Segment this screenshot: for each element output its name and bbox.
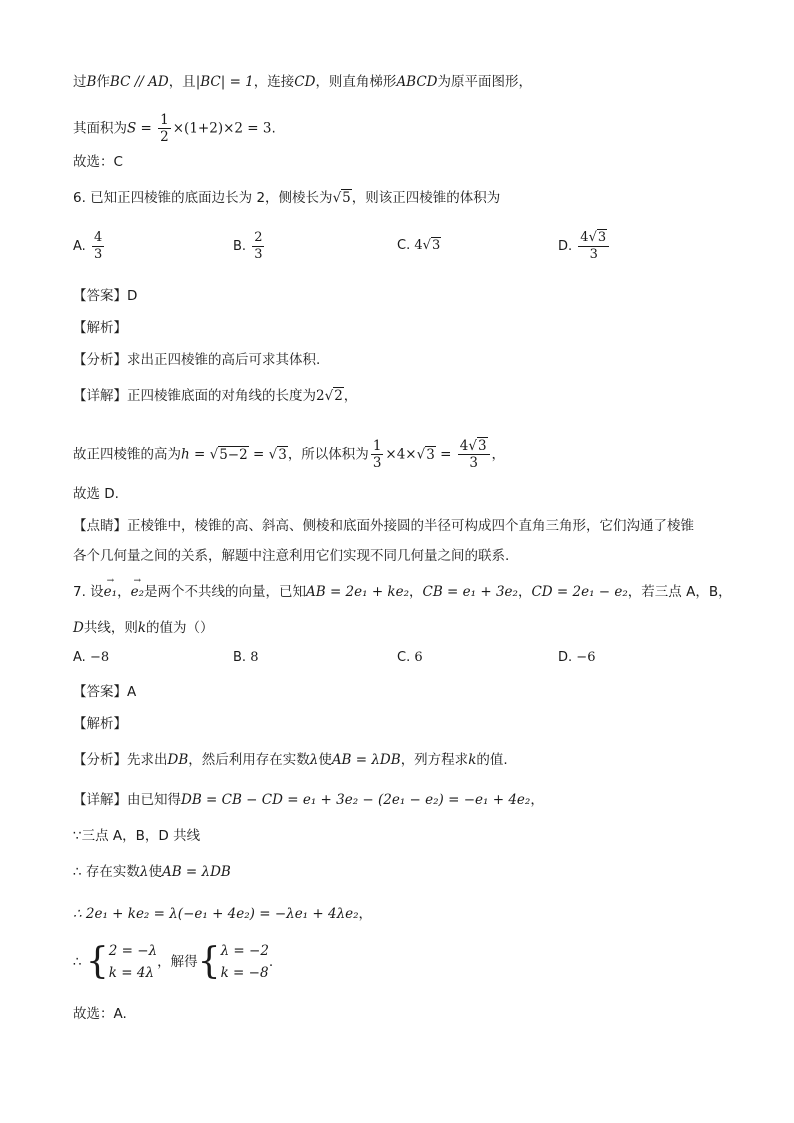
left-brace: {: [85, 941, 109, 982]
text: 正棱锥中，棱锥的高、斜高、侧棱和底面外接圆的半径可构成四个直角三角形，它们沟通了棱锥: [127, 518, 694, 534]
math-area-expr: ×(1+2)×2 = 3: [172, 120, 272, 137]
q7-jiexi-tag: 【解析】: [73, 716, 127, 732]
frac-den: 3: [93, 247, 103, 262]
radicand: 3: [431, 238, 441, 253]
therefore: ∴: [73, 954, 82, 970]
option-label: C.: [397, 238, 411, 253]
text: ，: [409, 584, 423, 600]
fraction-half: [158, 112, 171, 145]
math-lambda: λ: [139, 864, 149, 880]
radicand: 3: [426, 446, 435, 463]
coef: 4: [459, 438, 469, 454]
radicand: 3: [477, 438, 487, 454]
sqrt-3: √3: [422, 238, 441, 253]
radicand: 5−2: [219, 446, 248, 463]
q7-option-A[interactable]: [73, 650, 109, 665]
option-value: 8: [250, 650, 259, 665]
math-DB-derivation: DB = CB − CD = e₁ + 3e₂ − (2e₁ − e₂) = −e₁ + 4e₂: [181, 792, 531, 808]
dianjing-tag: 【点睛】: [73, 518, 127, 534]
text: ，: [358, 906, 373, 922]
frac-den: 3: [469, 455, 478, 471]
option-fraction: [252, 230, 264, 263]
math-AB-lambda-DB: AB = λDB: [161, 864, 231, 880]
text: 共线，则: [83, 620, 138, 636]
sqrt-2: √2: [324, 388, 343, 404]
math-CD: CD = 2e₁ − e₂: [531, 584, 628, 600]
math-CB: CB = e₁ + 3e₂: [422, 584, 518, 600]
q7-option-C[interactable]: [397, 650, 423, 665]
frac-num: 2: [254, 230, 263, 245]
q6-dianjing-1: [73, 516, 694, 536]
text: 为原平面图形，: [437, 74, 533, 90]
math-AB-lambda-DB: AB = λDB: [331, 752, 401, 768]
text: ，若三点 A，B，: [627, 584, 732, 600]
q6-dianjing-2: 各个几何量之间的关系，解题中注意利用它们实现不同几何量之间的联系.: [73, 548, 510, 564]
solution-2: k = −8: [220, 965, 269, 981]
text: .: [271, 120, 276, 137]
q6-option-C[interactable]: [397, 238, 441, 253]
q7-xiangjie: [73, 790, 544, 810]
q7-option-D[interactable]: [558, 650, 595, 665]
q7-answer: [73, 682, 136, 702]
text: ∴ 存在实数: [73, 864, 140, 880]
q6-answer: [73, 286, 137, 306]
math-D: D: [73, 620, 84, 636]
text: ，则直角梯形: [315, 74, 397, 90]
answer-tag: 【答案】: [73, 684, 127, 700]
option-label: A.: [73, 239, 86, 254]
q6-option-B[interactable]: [233, 230, 266, 263]
text: 正四棱锥底面的对角线的长度为: [127, 388, 316, 404]
math-BC-parallel-AD: BC // AD: [109, 74, 169, 90]
sqrt-3: √3: [416, 446, 435, 463]
question-7-stem-1: [73, 582, 732, 602]
solution-line-area: [73, 112, 276, 145]
text: 的值.: [476, 752, 508, 768]
equation-system: [109, 940, 157, 984]
xiangjie-tag: 【详解】: [73, 388, 127, 404]
radicand: 3: [278, 446, 287, 463]
math-lambda: λ: [309, 752, 319, 768]
solution-line-trapezoid: [73, 72, 532, 92]
text: 使: [318, 752, 332, 768]
frac-num: [578, 230, 609, 247]
vector-e1: → e₁: [104, 582, 117, 602]
text: ，然后利用存在实数: [188, 752, 310, 768]
text: ，则该正四棱锥的体积为: [351, 190, 501, 206]
text: 求出正四棱锥的高后可求其体积.: [127, 352, 321, 368]
times: ×4×: [385, 446, 417, 463]
frac-num: 4: [93, 230, 103, 245]
option-label: B.: [233, 239, 247, 254]
solution-system: [221, 940, 269, 984]
math-abs-BC: |BC| = 1: [195, 74, 254, 90]
answer-value: A: [127, 684, 137, 700]
text: 使: [148, 864, 162, 880]
coef: 2: [316, 388, 325, 404]
text: 6. 已知正四棱锥的底面边长为 2，侧棱长为: [73, 190, 333, 206]
text: ，: [117, 584, 131, 600]
sqrt-5-minus-2: √5−2: [209, 446, 248, 463]
text: ，: [491, 446, 506, 463]
option-fraction: [578, 230, 609, 263]
option-label: D.: [558, 650, 573, 665]
math-B: B: [86, 74, 97, 90]
text: ，列方程求: [400, 752, 469, 768]
vector-e2: → e₂: [131, 582, 144, 602]
text: ，解得: [157, 954, 198, 970]
q7-exist-lambda: [73, 862, 231, 882]
frac-num: 1: [160, 112, 169, 128]
radicand: 5: [342, 190, 351, 206]
sqrt-3: √3: [588, 230, 607, 245]
option-label: A.: [73, 650, 86, 665]
xiangjie-tag: 【详解】: [73, 792, 127, 808]
text: 是两个不共线的向量，已知: [143, 584, 306, 600]
choose-C: 故选：C: [73, 154, 123, 170]
frac-den: 3: [372, 455, 382, 471]
math-S: S =: [127, 120, 157, 137]
option-value: −6: [576, 650, 596, 665]
math-h: h =: [181, 446, 210, 463]
answer-value: D: [127, 288, 138, 304]
answer-tag: 【答案】: [73, 288, 127, 304]
equation-2: k = 4λ: [108, 965, 155, 981]
q7-system: [73, 940, 273, 984]
math-k: k: [137, 620, 147, 636]
math-ABCD: ABCD: [396, 74, 438, 90]
text: 的值为（）: [146, 620, 214, 636]
equation-1: 2 = −λ: [108, 943, 158, 959]
math-k: k: [468, 752, 477, 768]
text: 由已知得: [127, 792, 181, 808]
text: ，且: [168, 74, 196, 90]
sqrt-3: √3: [268, 446, 287, 463]
q6-jiexi-tag: 【解析】: [73, 320, 127, 336]
text: 其面积为: [73, 120, 127, 137]
q6-height-volume: [73, 438, 505, 471]
coef: 4: [414, 238, 423, 253]
sqrt-3: √3: [468, 438, 487, 454]
text: 故正四棱锥的高为: [73, 446, 181, 463]
text: ，连接: [253, 74, 295, 90]
math-AB: AB = 2e₁ + ke₂: [305, 584, 410, 600]
option-fraction: [92, 230, 104, 263]
q6-xiangjie: [73, 386, 357, 406]
equals: =: [248, 446, 269, 463]
q7-option-B[interactable]: [233, 650, 258, 665]
frac-den: 3: [589, 247, 598, 262]
text: ，: [517, 584, 532, 600]
question-6-stem: [73, 188, 500, 208]
text: 7. 设: [73, 584, 104, 600]
option-label: B.: [233, 650, 247, 665]
coef: 4: [580, 230, 589, 245]
sqrt-5: √5: [332, 190, 351, 206]
frac-den: 2: [160, 129, 169, 145]
q7-step-expand: [73, 904, 372, 924]
fraction-volume: [458, 438, 490, 471]
q6-choose: 故选 D.: [73, 486, 119, 502]
math-DB: DB: [167, 752, 189, 768]
frac-num: 1: [372, 438, 382, 454]
q7-since-collinear: ∵三点 A，B，D 共线: [73, 828, 201, 844]
text: 过: [73, 74, 87, 90]
left-brace: {: [197, 941, 221, 982]
text: 作: [96, 74, 110, 90]
text: ，所以体积为: [287, 446, 369, 463]
frac-den: 3: [254, 247, 263, 262]
q7-choose: 故选：A.: [73, 1006, 127, 1022]
frac-num: [458, 438, 490, 455]
math-CD: CD: [294, 74, 316, 90]
option-value: 6: [414, 650, 423, 665]
option-label: C.: [397, 650, 411, 665]
option-value: −8: [89, 650, 110, 665]
text: 先求出: [127, 752, 168, 768]
q6-option-D[interactable]: [558, 230, 611, 263]
math-expansion: ∴ 2e₁ + ke₂ = λ(−e₁ + 4e₂) = −λe₁ + 4λe₂: [73, 906, 359, 922]
equals: =: [435, 446, 456, 463]
fraction-third: [371, 438, 384, 471]
q7-fenxi: [73, 750, 508, 770]
radicand: 3: [597, 230, 607, 245]
fenxi-tag: 【分析】: [73, 352, 127, 368]
fenxi-tag: 【分析】: [73, 752, 127, 768]
option-label: D.: [558, 239, 573, 254]
radicand: 2: [334, 388, 343, 404]
text: ，: [343, 388, 358, 404]
question-7-stem-2: [73, 618, 214, 638]
q6-fenxi: [73, 350, 320, 370]
text: .: [268, 954, 274, 970]
solution-1: λ = −2: [220, 943, 269, 959]
text: ，: [530, 792, 544, 808]
q6-option-A[interactable]: [73, 230, 106, 263]
